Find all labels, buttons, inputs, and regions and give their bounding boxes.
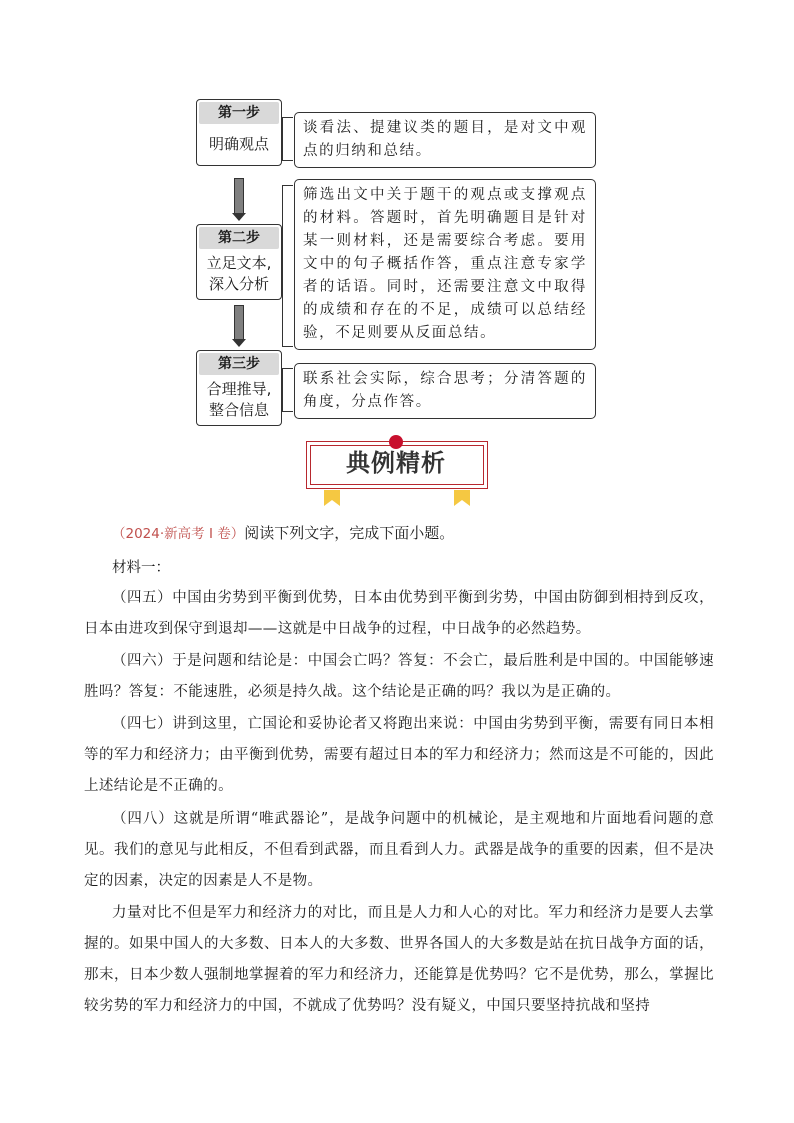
step-3-title: 第三步 xyxy=(199,353,279,375)
paragraph-45: （四五）中国由劣势到平衡到优势，日本由优势到平衡到劣势，中国由防御到相持到反攻，日本由进攻到保守到退却——这就是中日战争的过程，中日战争的必然趋势。 xyxy=(84,590,714,637)
section-banner xyxy=(306,441,488,495)
ribbon-left-icon xyxy=(324,490,340,506)
step-3-description: 联系社会实际，综合思考；分清答题的角度，分点作答。 xyxy=(294,363,596,419)
step-3-bracket xyxy=(282,368,293,412)
paragraph-47: （四七）讲到这里，亡国论和妥协论者又将跑出来说：中国由劣势到平衡，需要有同日本相等的军力和经济力；由平衡到优势，需要有超过日本的军力和经济力；然而这是不可能的，因此上述结论是不正确的。 xyxy=(84,716,714,794)
question-instruction: 阅读下列文字，完成下面小题。 xyxy=(244,524,455,542)
question-source xyxy=(112,521,454,546)
exam-source-tag: （2024·新高考 I 卷） xyxy=(112,526,245,542)
step-1-title: 第一步 xyxy=(199,102,279,124)
paragraph-46: （四六）于是问题和结论是：中国会亡吗？答复：不会亡，最后胜利是中国的。中国能够速胜吗？答复：不能速胜，必须是持久战。这个结论是正确的吗？我以为是正确的。 xyxy=(84,653,714,700)
paragraph-force-comparison: 力量对比不但是军力和经济力的对比，而且是人力和人心的对比。军力和经济力是要人去掌握的。如果中国人的大多数、日本人的大多数、世界各国人的大多数是站在抗日战争方面的话，那末，日本少数人强制地掌握着的军力和经济力，还能算是优势吗？它不是优势，那么，掌握比较劣势的军力和经济力的中国，不就成了优势吗？没有疑义，中国只要坚持抗战和坚持 xyxy=(84,905,714,1014)
step-3-box xyxy=(196,350,282,426)
step-2-box xyxy=(196,224,282,300)
step-1-box xyxy=(196,99,282,166)
step-3-label: 合理推导, 整合信息 xyxy=(206,380,272,419)
step-1-label: 明确观点 xyxy=(208,135,269,153)
step-1-description: 谈看法、提建议类的题目，是对文中观点的归纳和总结。 xyxy=(294,112,596,168)
step-1-bracket xyxy=(282,117,293,161)
pin-dot-icon xyxy=(389,435,403,449)
step-2-description: 筛选出文中关于题干的观点或支撑观点的材料。答题时，首先明确题目是针对某一则材料，还是需要综合考虑。要用文中的句子概括作答，重点注意专家学者的话语。同时，还需要注意文中取得的成绩和存在的不足，成绩可以总结经验，不足则要从反面总结。 xyxy=(294,179,596,350)
step-2-bracket xyxy=(282,185,293,347)
material-label: 材料一： xyxy=(112,560,170,576)
down-arrow-icon xyxy=(232,178,246,221)
step-2-title: 第二步 xyxy=(199,227,279,249)
banner-title: 典例精析 xyxy=(346,449,446,477)
step-2-label: 立足文本, 深入分析 xyxy=(206,254,272,293)
paragraph-48: （四八）这就是所谓“唯武器论”，是战争问题中的机械论，是主观地和片面地看问题的意见。我们的意见与此相反，不但看到武器，而且看到人力。武器是战争的重要的因素，但不是决定的因素，决定的因素是人不是物。 xyxy=(84,811,714,889)
down-arrow-icon xyxy=(232,305,246,347)
ribbon-right-icon xyxy=(454,490,470,506)
